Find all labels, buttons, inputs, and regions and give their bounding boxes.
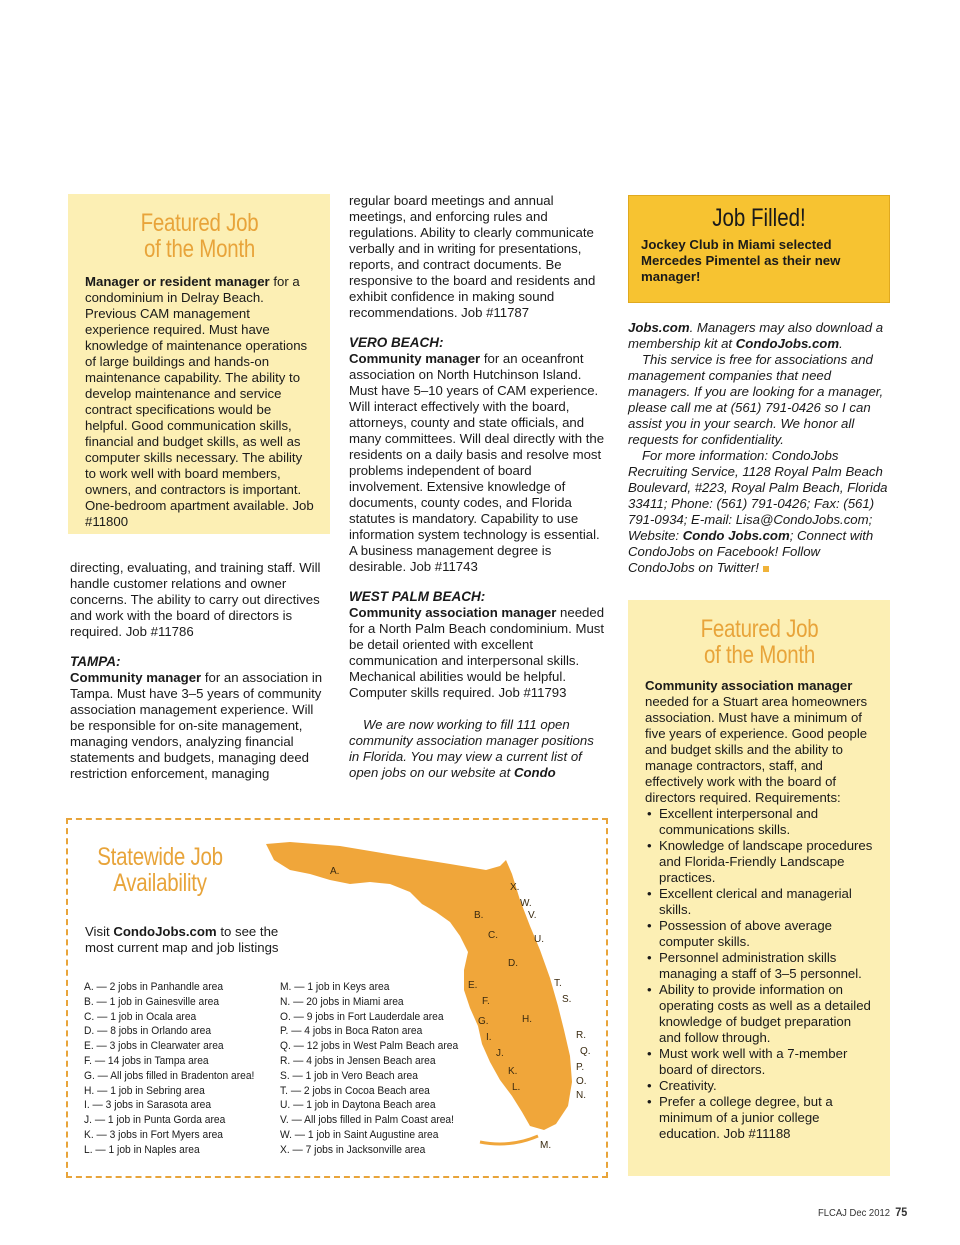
job-list-item: J. — 1 job in Punta Gorda area: [84, 1114, 226, 1127]
job-list-item: X. — 7 jobs in Jacksonville area: [280, 1143, 426, 1156]
keys-shape: [480, 1136, 538, 1144]
map-marker-label: M.: [540, 1140, 552, 1151]
job-list-item: D. — 8 jobs in Orlando area: [84, 1025, 212, 1038]
map-marker-label: W.: [520, 898, 532, 909]
map-marker-label: T.: [554, 978, 562, 989]
map-marker-label: H.: [522, 1014, 532, 1025]
job-list-item: H. — 1 job in Sebring area: [84, 1084, 205, 1097]
requirement-item: • Possession of above average computer skills.: [659, 918, 874, 950]
column-2-text: regular board meetings and annual meetings, and enforcing rules and regulations. Ability to clearly communicate verbally and in writing for presentations, reports, and contract documents. Be responsive to the board and residents and exhibit confidence in making sound recommendations. Job #11787 VERO BEACH: Community manager for an oceanfront association on North Hutchinson Island. Must have 5–10 years of CAM experience. Will interact effectively with the board, attorneys, county and state officials, and many committees. Will deal directly with the residents on a daily basis and resolve most problems independent of board involvement. Extensive knowledge of documents, county codes, and Florida statutes is mandatory. Capability to use information system technology is essential. A business management degree is desirable. Job #11743 WEST PALM BEACH: Community association manager needed for a North Palm Beach condominium. Must be detail oriented with excellent communication and interpersonal skills. Mechanical abilities would be helpful. Computer skills required. Job #11793 We are now working to fill 111 open community association manager positions in Florida. You may view a current list of open jobs on our website at Condo: [349, 193, 605, 780]
job-list-item: K. — 3 jobs in Fort Myers area: [84, 1128, 224, 1141]
featured-job-title-1: Featured Job of the Month: [140, 209, 259, 263]
job-filled-title: Job Filled!: [712, 204, 806, 232]
requirements-list: [645, 806, 874, 1142]
job-list-item: G. — All jobs filled in Bradenton area!: [84, 1069, 255, 1082]
map-marker-label: C.: [488, 930, 498, 941]
map-marker-label: J.: [496, 1048, 504, 1059]
featured-job-box-2: [628, 600, 890, 1176]
map-marker-label: D.: [508, 958, 518, 969]
map-marker-label: A.: [330, 866, 340, 877]
job-list-item: P. — 4 jobs in Boca Raton area: [280, 1025, 423, 1038]
requirement-item: • Personnel administration skills managing a staff of 3–5 personnel.: [659, 950, 874, 982]
map-marker-label: X.: [510, 882, 520, 893]
end-mark-icon: [763, 566, 769, 572]
column-3-text: Jobs.com. Managers may also download a membership kit at CondoJobs.com. This service is free for associations and management companies that need managers. If you are looking for a manager, please call me at (561) 791-0426 so I can assist you in your search. We honor all requests for confidentiality. For more information: CondoJobs Recruiting Service, 1128 Royal Palm Beach Boulevard, #223, Royal Palm Beach, Florida 33411; Phone: (561) 791-0426; Fax: (561) 791-0934; E-mail: Lisa@CondoJobs.com; Website: Condo Jobs.com; Connect with CondoJobs on Facebook! Follow CondoJobs on Twitter!: [628, 320, 888, 575]
featured-job-box-1: [68, 194, 330, 534]
statewide-visit-text: Visit CondoJobs.com to see the most current map and job listings: [85, 924, 279, 955]
map-marker-label: V.: [528, 910, 537, 921]
job-list-item: O. — 9 jobs in Fort Lauderdale area: [280, 1010, 444, 1023]
job-list-item: C. — 1 job in Ocala area: [84, 1010, 197, 1023]
job-list-item: L. — 1 job in Naples area: [84, 1143, 200, 1156]
map-marker-label: B.: [474, 910, 484, 921]
job-list-item: T. — 2 jobs in Cocoa Beach area: [280, 1084, 430, 1097]
job-list-left: [84, 980, 254, 1158]
map-marker-label: F.: [482, 996, 490, 1007]
job-list-item: N. — 20 jobs in Miami area: [280, 995, 404, 1008]
requirement-item: • Excellent clerical and managerial skills.: [659, 886, 874, 918]
map-marker-label: O.: [576, 1076, 587, 1087]
map-marker-label: U.: [534, 934, 544, 945]
job-list-item: M. — 1 job in Keys area: [280, 981, 390, 993]
featured-job-text-1: Manager or resident manager for a condominium in Delray Beach. Previous CAM management experience required. Must have knowledge of maintenance operations of large buildings and hands-on maintenance capability. The ability to develop maintenance and service contract specifications would be helpful. Good communication skills, financial and budget skills, as well as computer skills necessary. The ability to work well with board members, owners, and contractors is important. One-bedroom apartment available. Job #11800: [85, 274, 314, 529]
map-marker-label: K.: [508, 1066, 518, 1077]
job-list-item: V. — All jobs filled in Palm Coast area!: [280, 1114, 454, 1127]
job-list-item: F. — 14 jobs in Tampa area: [84, 1054, 209, 1067]
map-marker-label: P.: [576, 1062, 585, 1073]
florida-map: [250, 830, 600, 1160]
statewide-title: Statewide Job Availability: [97, 843, 223, 897]
job-list-item: R. — 4 jobs in Jensen Beach area: [280, 1054, 436, 1067]
job-list-item: E. — 3 jobs in Clearwater area: [84, 1040, 224, 1053]
featured-job-title-2: Featured Job of the Month: [700, 615, 819, 669]
map-marker-label: I.: [486, 1032, 492, 1043]
job-filled-text: Jockey Club in Miami selected Mercedes Pimentel as their new manager!: [641, 237, 841, 284]
job-list-item: I. — 3 jobs in Sarasota area: [84, 1099, 212, 1112]
job-list-item: Q. — 12 jobs in West Palm Beach area: [280, 1040, 459, 1053]
requirement-item: • Prefer a college degree, but a minimum of a junior college education. Job #11188: [659, 1094, 874, 1142]
map-marker-label: G.: [478, 1016, 489, 1027]
column-1-text: directing, evaluating, and training staff. Will handle customer relations and owner concerns. The ability to carry out directives and work with the board of directors is required. Job #11786 TAMPA: Community manager for an association in Tampa. Must have 3–5 years of community association management experience. Will be responsible for on-site management, managing vendors, analyzing financial statements and budgets, managing deed restriction enforcement, managing: [70, 560, 323, 781]
job-list-item: A. — 2 jobs in Panhandle area: [84, 981, 224, 993]
requirement-item: • Creativity.: [659, 1078, 874, 1094]
job-list-item: S. — 1 job in Vero Beach area: [280, 1069, 418, 1082]
job-filled-box: [628, 195, 890, 303]
job-list-item: U. — 1 job in Daytona Beach area: [280, 1099, 436, 1112]
requirement-item: • Knowledge of landscape procedures and Florida-Friendly Landscape practices.: [659, 838, 874, 886]
map-marker-label: S.: [562, 994, 572, 1005]
florida-shape: [266, 842, 572, 1130]
job-list-item: B. — 1 job in Gainesville area: [84, 995, 220, 1008]
requirement-item: • Ability to provide information on operating costs as well as a detailed knowledge of budget preparation and follow through.: [659, 982, 874, 1046]
map-marker-label: E.: [468, 980, 478, 991]
job-list-item: W. — 1 job in Saint Augustine area: [280, 1128, 439, 1141]
page-footer: FLCAJ Dec 2012 75: [818, 1205, 908, 1219]
map-marker-label: Q.: [580, 1046, 591, 1057]
map-marker-label: R.: [576, 1030, 586, 1041]
requirement-item: • Excellent interpersonal and communications skills.: [659, 806, 874, 838]
featured-job-text-2: Community association manager needed for a Stuart area homeowners association. Must have a minimum of five years of experience. Good people and budget skills and the ability to manage contractors, staff, and effectively work with the board of directors required. Requirements:: [645, 678, 868, 805]
map-marker-label: N.: [576, 1090, 586, 1101]
map-marker-label: L.: [512, 1082, 521, 1093]
requirement-item: • Must work well with a 7-member board of directors.: [659, 1046, 874, 1078]
